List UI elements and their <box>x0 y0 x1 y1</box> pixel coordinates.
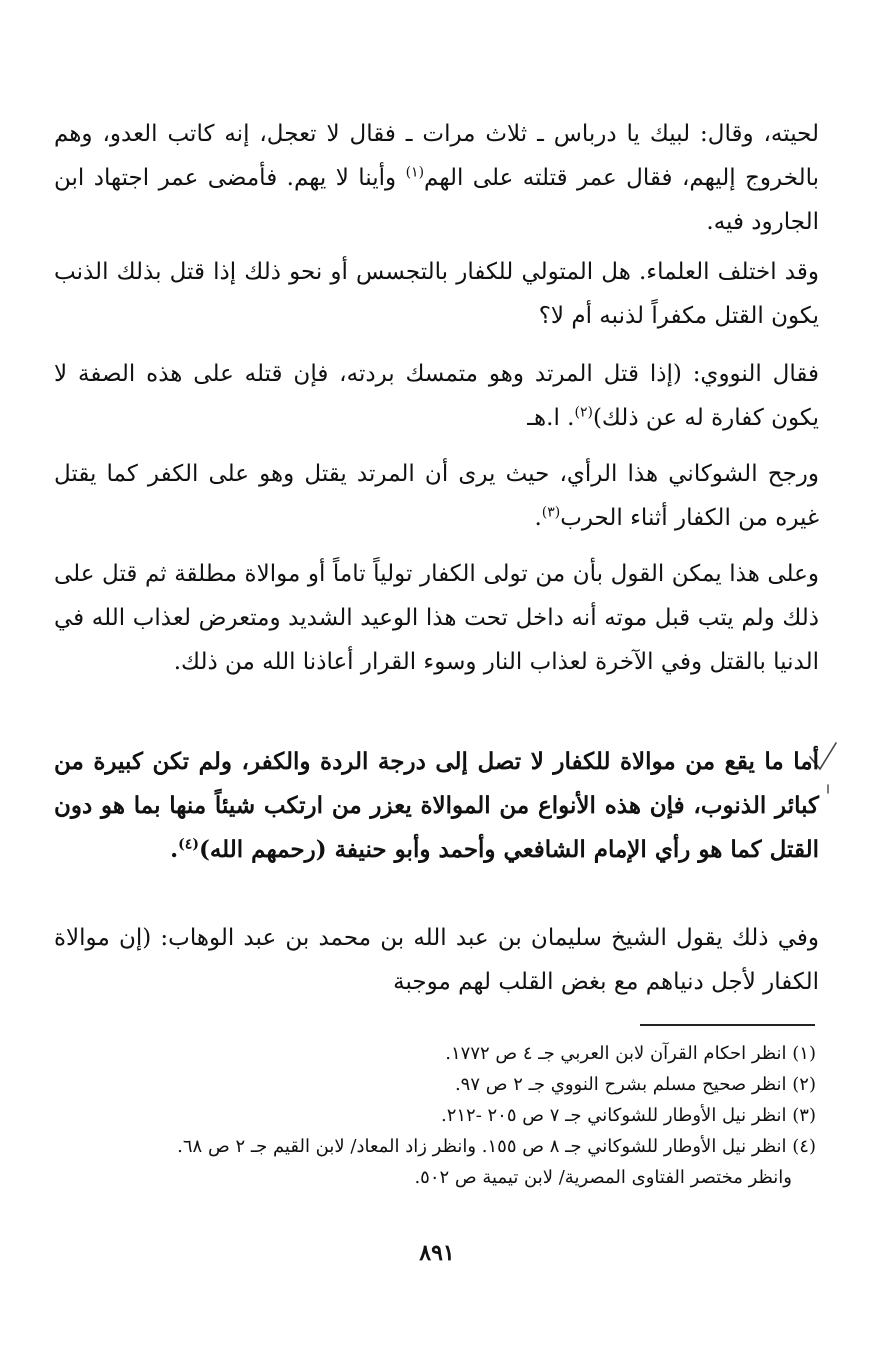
paragraph-1 <box>54 112 819 244</box>
paragraph-5-text: وعلى هذا يمكن القول بأن من تولى الكفار تولياً تاماً أو موالاة مطلقة ثم قتل على ذلك ولم يتب قبل موته أنه داخل تحت هذا الوعيد الشديد ومتعرض لعذاب الله في الدنيا بالقتل وفي الآخرة لعذاب النار وسوء القرار أعاذنا الله من ذلك. <box>54 561 819 675</box>
paragraph-2-text: وقد اختلف العلماء. هل المتولي للكفار بالتجسس أو نحو ذلك إذا قتل بذلك الذنب يكون القتل مكفراً لذنبه أم لا؟ <box>54 259 819 329</box>
paragraph-7-text: وفي ذلك يقول الشيخ سليمان بن عبد الله بن محمد بن عبد الوهاب: (إن موالاة الكفار لأجل دنياهم مع بغض القلب لهم موجبة <box>54 925 819 995</box>
paragraph-3-text <box>54 352 819 440</box>
paragraph-4-part-a: ورجح الشوكاني هذا الرأي، حيث يرى أن المرتد يقتل وهو على الكفر كما يقتل غيره من الكفار أثناء الحرب <box>54 461 819 531</box>
paragraph-4-text <box>54 452 819 540</box>
paragraph-6-part-b: . <box>170 836 179 863</box>
paragraph-1-text <box>54 112 819 244</box>
footnote-4-continuation: وانظر مختصر الفتاوى المصرية/ لابن تيمية ص ٥٠٢. <box>414 1167 792 1188</box>
paragraph-1-part-b: وأينا لا يهم. فأمضى عمر اجتهاد ابن الجارود فيه. <box>54 165 819 235</box>
paragraph-1-part-a: لحيته، وقال: لبيك يا درباس ـ ثلاث مرات ـ فقال لا تعجل، إنه كاتب العدو، وهم بالخروج إليهم، فقال عمر قتلته على الهم <box>54 121 819 191</box>
footnote-3: (٣) انظر نيل الأوطار للشوكاني جـ ٧ ص ٢٠٥ -٢١٢. <box>440 1105 816 1126</box>
paragraph-6-part-a: أما ما يقع من موالاة للكفار لا تصل إلى درجة الردة والكفر، ولم تكن كبيرة من كبائر الذنوب، فإن هذه الأنواع من الموالاة يعزر من ارتكب شيئاً منها بما هو دون القتل كما هو رأي الإمام الشافعي وأحمد وأبو حنيفة (رحمهم الله) <box>54 748 819 863</box>
paragraph-2 <box>54 250 819 338</box>
page-number: ٨٩١ <box>419 1240 455 1266</box>
paragraph-7 <box>54 916 819 1004</box>
paragraph-4 <box>54 452 819 540</box>
paragraph-6 <box>54 740 819 872</box>
paragraph-3-part-b: . ا.هـ <box>527 405 575 431</box>
footnote-1: (١) انظر احكام القرآن لابن العربي جـ ٤ ص ١٧٧٢. <box>445 1043 816 1064</box>
paragraph-5 <box>54 552 819 684</box>
footnote-2: (٢) انظر صحيح مسلم بشرح النووي جـ ٢ ص ٩٧. <box>454 1074 816 1095</box>
paragraph-6-text <box>54 740 819 872</box>
footnote-ref-3: (٣) <box>541 504 561 521</box>
paragraph-4-part-b: . <box>534 505 542 531</box>
footnote-ref-4: (٤) <box>178 836 199 853</box>
footnote-4: (٤) انظر نيل الأوطار للشوكاني جـ ٨ ص ١٥٥. وانظر زاد المعاد/ لابن القيم جـ ٢ ص ٦٨. <box>177 1136 816 1157</box>
footnote-separator <box>640 1024 815 1026</box>
footnotes <box>46 1038 816 1193</box>
footnote-ref-1: (١) <box>405 164 425 181</box>
footnote-ref-2: (٢) <box>574 404 593 421</box>
paragraph-3 <box>54 352 819 440</box>
paragraph-3-part-a: فقال النووي: (إذا قتل المرتد وهو متمسك بردته، فإن قتله على هذه الصفة لا يكون كفارة له عن ذلك) <box>54 361 819 431</box>
